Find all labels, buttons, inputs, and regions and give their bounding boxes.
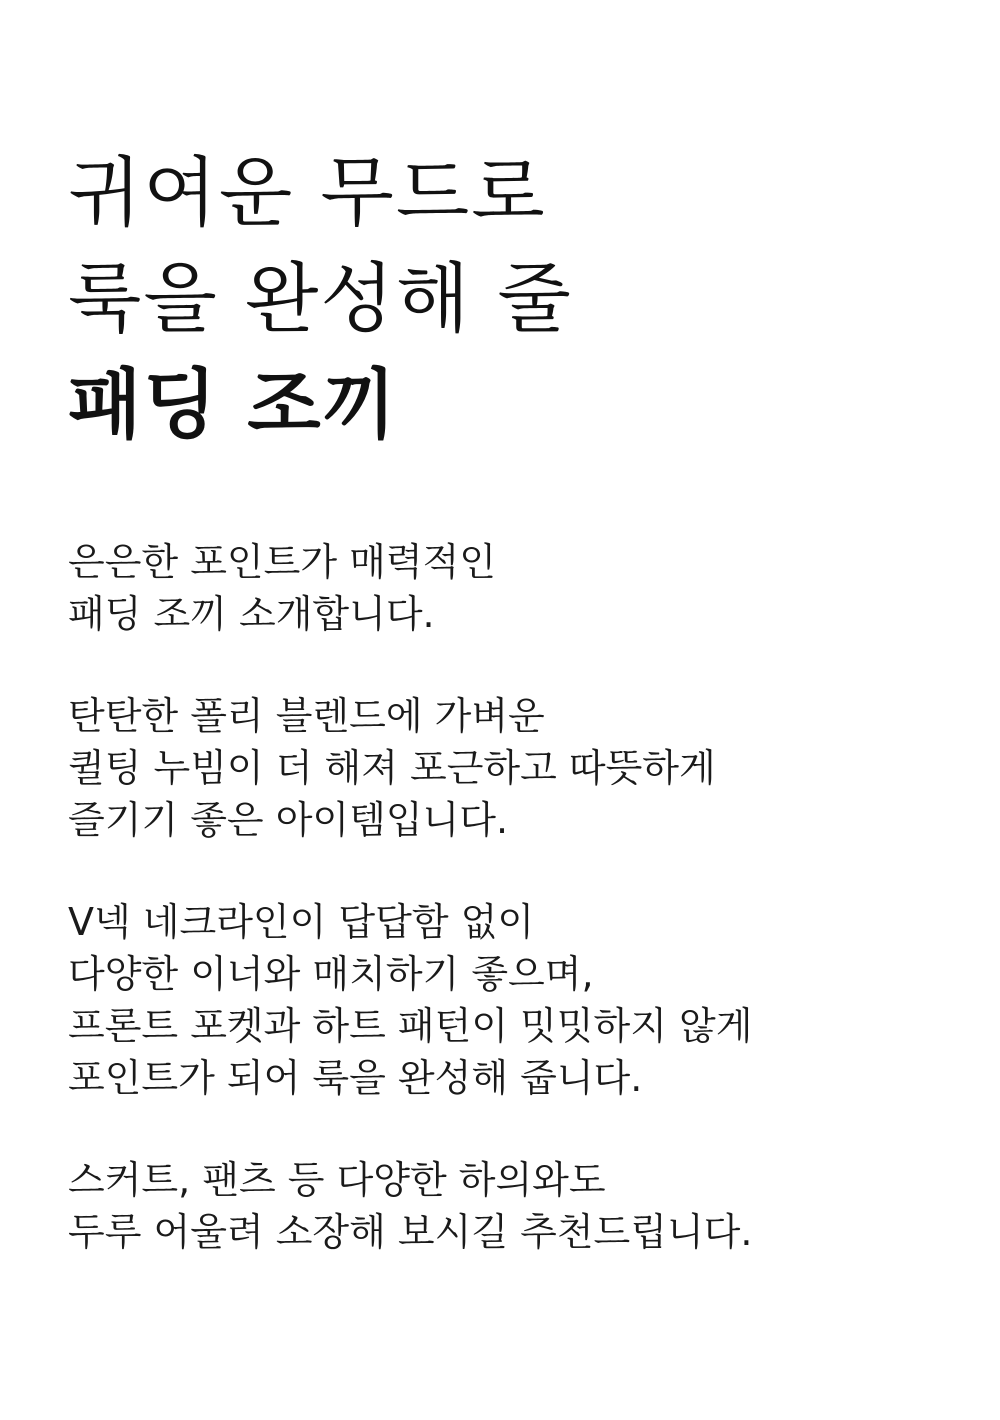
paragraph-line: 포인트가 되어 룩을 완성해 줍니다. <box>68 1056 643 1100</box>
paragraph-line: 탄탄한 폴리 블렌드에 가벼운 <box>68 694 545 738</box>
paragraph-line: 즐기기 좋은 아이템입니다. <box>68 798 509 842</box>
paragraph-line: 스커트, 팬츠 등 다양한 하의와도 <box>68 1158 606 1202</box>
paragraph-recommendation <box>68 1154 948 1258</box>
product-description-page <box>68 140 948 1308</box>
headline-line-1: 귀여운 무드로 <box>68 148 547 237</box>
paragraph-line: V넥 네크라인이 답답함 없이 <box>68 900 535 944</box>
paragraph-material <box>68 690 948 846</box>
headline <box>68 140 948 458</box>
paragraph-design <box>68 896 948 1104</box>
headline-line-2: 룩을 완성해 줄 <box>68 254 573 343</box>
paragraph-line: 패딩 조끼 소개합니다. <box>68 592 435 636</box>
headline-line-3: 패딩 조끼 <box>68 360 399 449</box>
paragraph-line: 퀼팅 누빔이 더 해져 포근하고 따뜻하게 <box>68 746 716 790</box>
paragraph-line: 두루 어울려 소장해 보시길 추천드립니다. <box>68 1210 753 1254</box>
paragraph-line: 프론트 포켓과 하트 패턴이 밋밋하지 않게 <box>68 1004 753 1048</box>
paragraph-line: 은은한 포인트가 매력적인 <box>68 540 496 584</box>
paragraph-line: 다양한 이너와 매치하기 좋으며, <box>68 952 594 996</box>
paragraph-intro <box>68 536 948 640</box>
body-copy <box>68 536 948 1258</box>
